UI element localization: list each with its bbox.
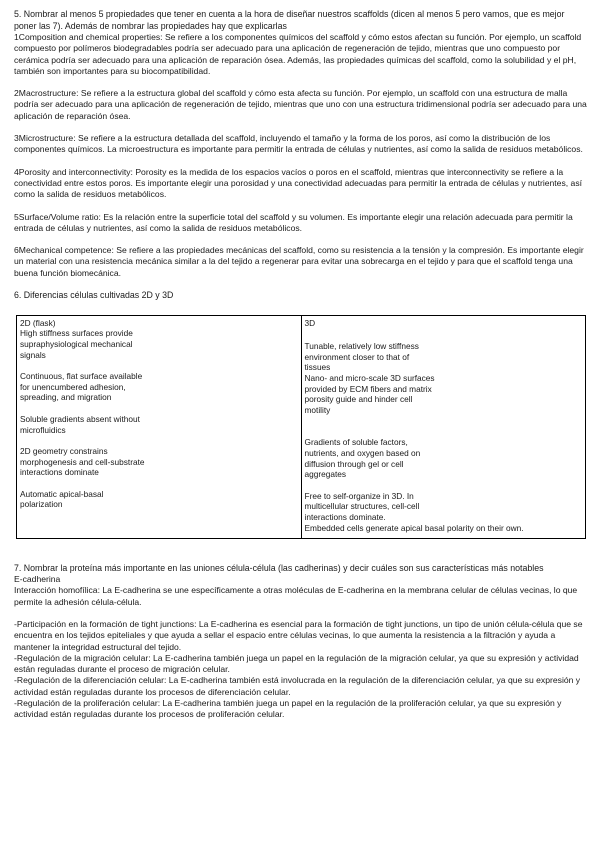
cell-3d-self-organize: Free to self-organize in 3D. In multicellular structures, cell-cell interactions dominate.	[304, 490, 420, 523]
question-6-title: 6. Diferencias células cultivadas 2D y 3D	[14, 290, 174, 301]
cell-2d-polarization: Automatic apical-basal polarization	[20, 488, 104, 510]
cell-2d-geometry: 2D geometry constrains morphogenesis and cell-substrate interactions dominate	[20, 445, 145, 478]
protein-name: E-cadherina	[14, 574, 61, 585]
property-porosity: 4Porosity and interconnectivity: Porosity es la medida de los espacios vacíos o poros en el scaffold, mientras que interconnectivity se refiere a la conectividad entre estos poros. Es importante elegir una porosidad y una conectividad adecuadas para permitir la entrada de células y nutrientes, así como la salida de residuos metabólicos.	[14, 166, 582, 200]
property-composition: 1Composition and chemical properties: Se refiere a los componentes químicos del scaffold y cómo estos afectan su función. Por ejemplo, un scaffold compuesto por polímeros biodegradables podría ser adecuado para una aplicación de regeneración de tejido, mientras que uno compuesto por cerámica podría ser adecuado para una aplicación de reparación ósea. Además, las propiedades químicas del scaffold, como la solubilidad y el pH, también son importantes para su biocompatibilidad.	[14, 32, 582, 76]
e-cadherin-differentiation: -Regulación de la diferenciación celular: La E-cadherina también está involucrada en la regulación de la diferenciación celular, ya que su expresión y actividad están reguladas durante los procesos de diferenciación celular.	[14, 675, 581, 697]
property-microstructure: 3Microstructure: Se refiere a la estructura detallada del scaffold, incluyendo el tamaño y la forma de los poros, así como la distribución de los componentes químicos. La microestructura es importante para permitir la entrada de células y nutrientes, así como la salida de residuos metabólicos.	[14, 133, 583, 155]
property-mechanical: 6Mechanical competence: Se refiere a las propiedades mecánicas del scaffold, como su resistencia a la tensión y la compresión. Es importante elegir un material con una resistencia mecánica similar a la del tejido a regenerar para evitar una sobrecarga en el tejido y para que el scaffold tenga una buena función biomecánica.	[14, 245, 584, 278]
e-cadherin-tight-junctions: -Participación en la formación de tight junctions: La E-cadherina es esencial para la formación de tight junctions, un tipo de unión célula-célula que se encuentra en los tejidos epiteliales y que ayuda a sellar el espacio entre células vecinas, lo que aumenta la resistencia a la filtración y ayuda a mantener la integridad estructural del tejido.	[14, 618, 583, 652]
document-page	[14, 9, 588, 721]
cell-3d-surfaces: Nano- and micro-scale 3D surfaces provided by ECM fibers and matrix porosity guide and hinder cell motility	[304, 373, 435, 416]
cell-3d-polarity: Embedded cells generate apical basal polarity on their own.	[304, 522, 524, 533]
cell-2d-surface: Continuous, flat surface available for unencumbered adhesion, spreading, and migration	[20, 371, 143, 403]
e-cadherin-migration: -Regulación de la migración celular: La E-cadherina también juega un papel en la regulación de la migración celular, ya que su expresión y actividad están reguladas durante el proceso de migración celular.	[14, 652, 579, 675]
question-7-title: 7. Nombrar la proteína más importante en las uniones célula-célula (las cadherinas) y decir cuáles son sus características más notables	[14, 562, 544, 573]
question-5-title: 5. Nombrar al menos 5 propiedades que tener en cuenta a la hora de diseñar nuestros scaffolds (dicen al menos 5 pero vamos, que es mejor poner las 7). Además de nombrar las propiedades hay que explicarlas	[14, 9, 565, 31]
cell-3d-gradients: Gradients of soluble factors, nutrients, and oxygen based on diffusion through gel or cell aggregates	[304, 437, 421, 480]
column-2d	[17, 315, 302, 538]
property-surface-volume: 5Surface/Volume ratio: Es la relación entre la superficie total del scaffold y su volumen. Es importante elegir una relación adecuada para permitir la entrada de células y nutrientes, así como la salida de residuos metabólicos.	[14, 211, 573, 233]
column-3d-header: 3D	[304, 317, 316, 328]
cell-2d-stiffness: High stiffness surfaces provide supraphysiological mechanical signals	[20, 328, 133, 360]
e-cadherin-proliferation: -Regulación de la proliferación celular: La E-cadherina también juega un papel en la regulación de la proliferación celular, ya que su expresión y actividad están reguladas durante los procesos de proliferación celular.	[14, 698, 562, 720]
comparison-table-2d-3d	[16, 315, 586, 539]
cell-2d-gradients: Soluble gradients absent without microfluidics	[20, 413, 140, 435]
column-2d-header: 2D (flask)	[20, 317, 56, 328]
e-cadherin-homophilic: Interacción homofílica: La E-cadherina se une específicamente a otras moléculas de E-cadherina en la membrana celular de células vecinas, lo que permite la adhesión célula-célula.	[14, 585, 578, 607]
property-macrostructure: 2Macrostructure: Se refiere a la estructura global del scaffold y cómo esta afecta su función. Por ejemplo, un scaffold con una estructura de malla podría ser adecuado para una aplicación de regeneración de tejido, mientras que uno con una estructura tridimensional podría ser adecuado para una aplicación de reparación ósea.	[14, 88, 587, 121]
cell-3d-stiffness: Tunable, relatively low stiffness environment closer to that of tissues	[304, 340, 419, 373]
column-3d	[301, 315, 586, 538]
